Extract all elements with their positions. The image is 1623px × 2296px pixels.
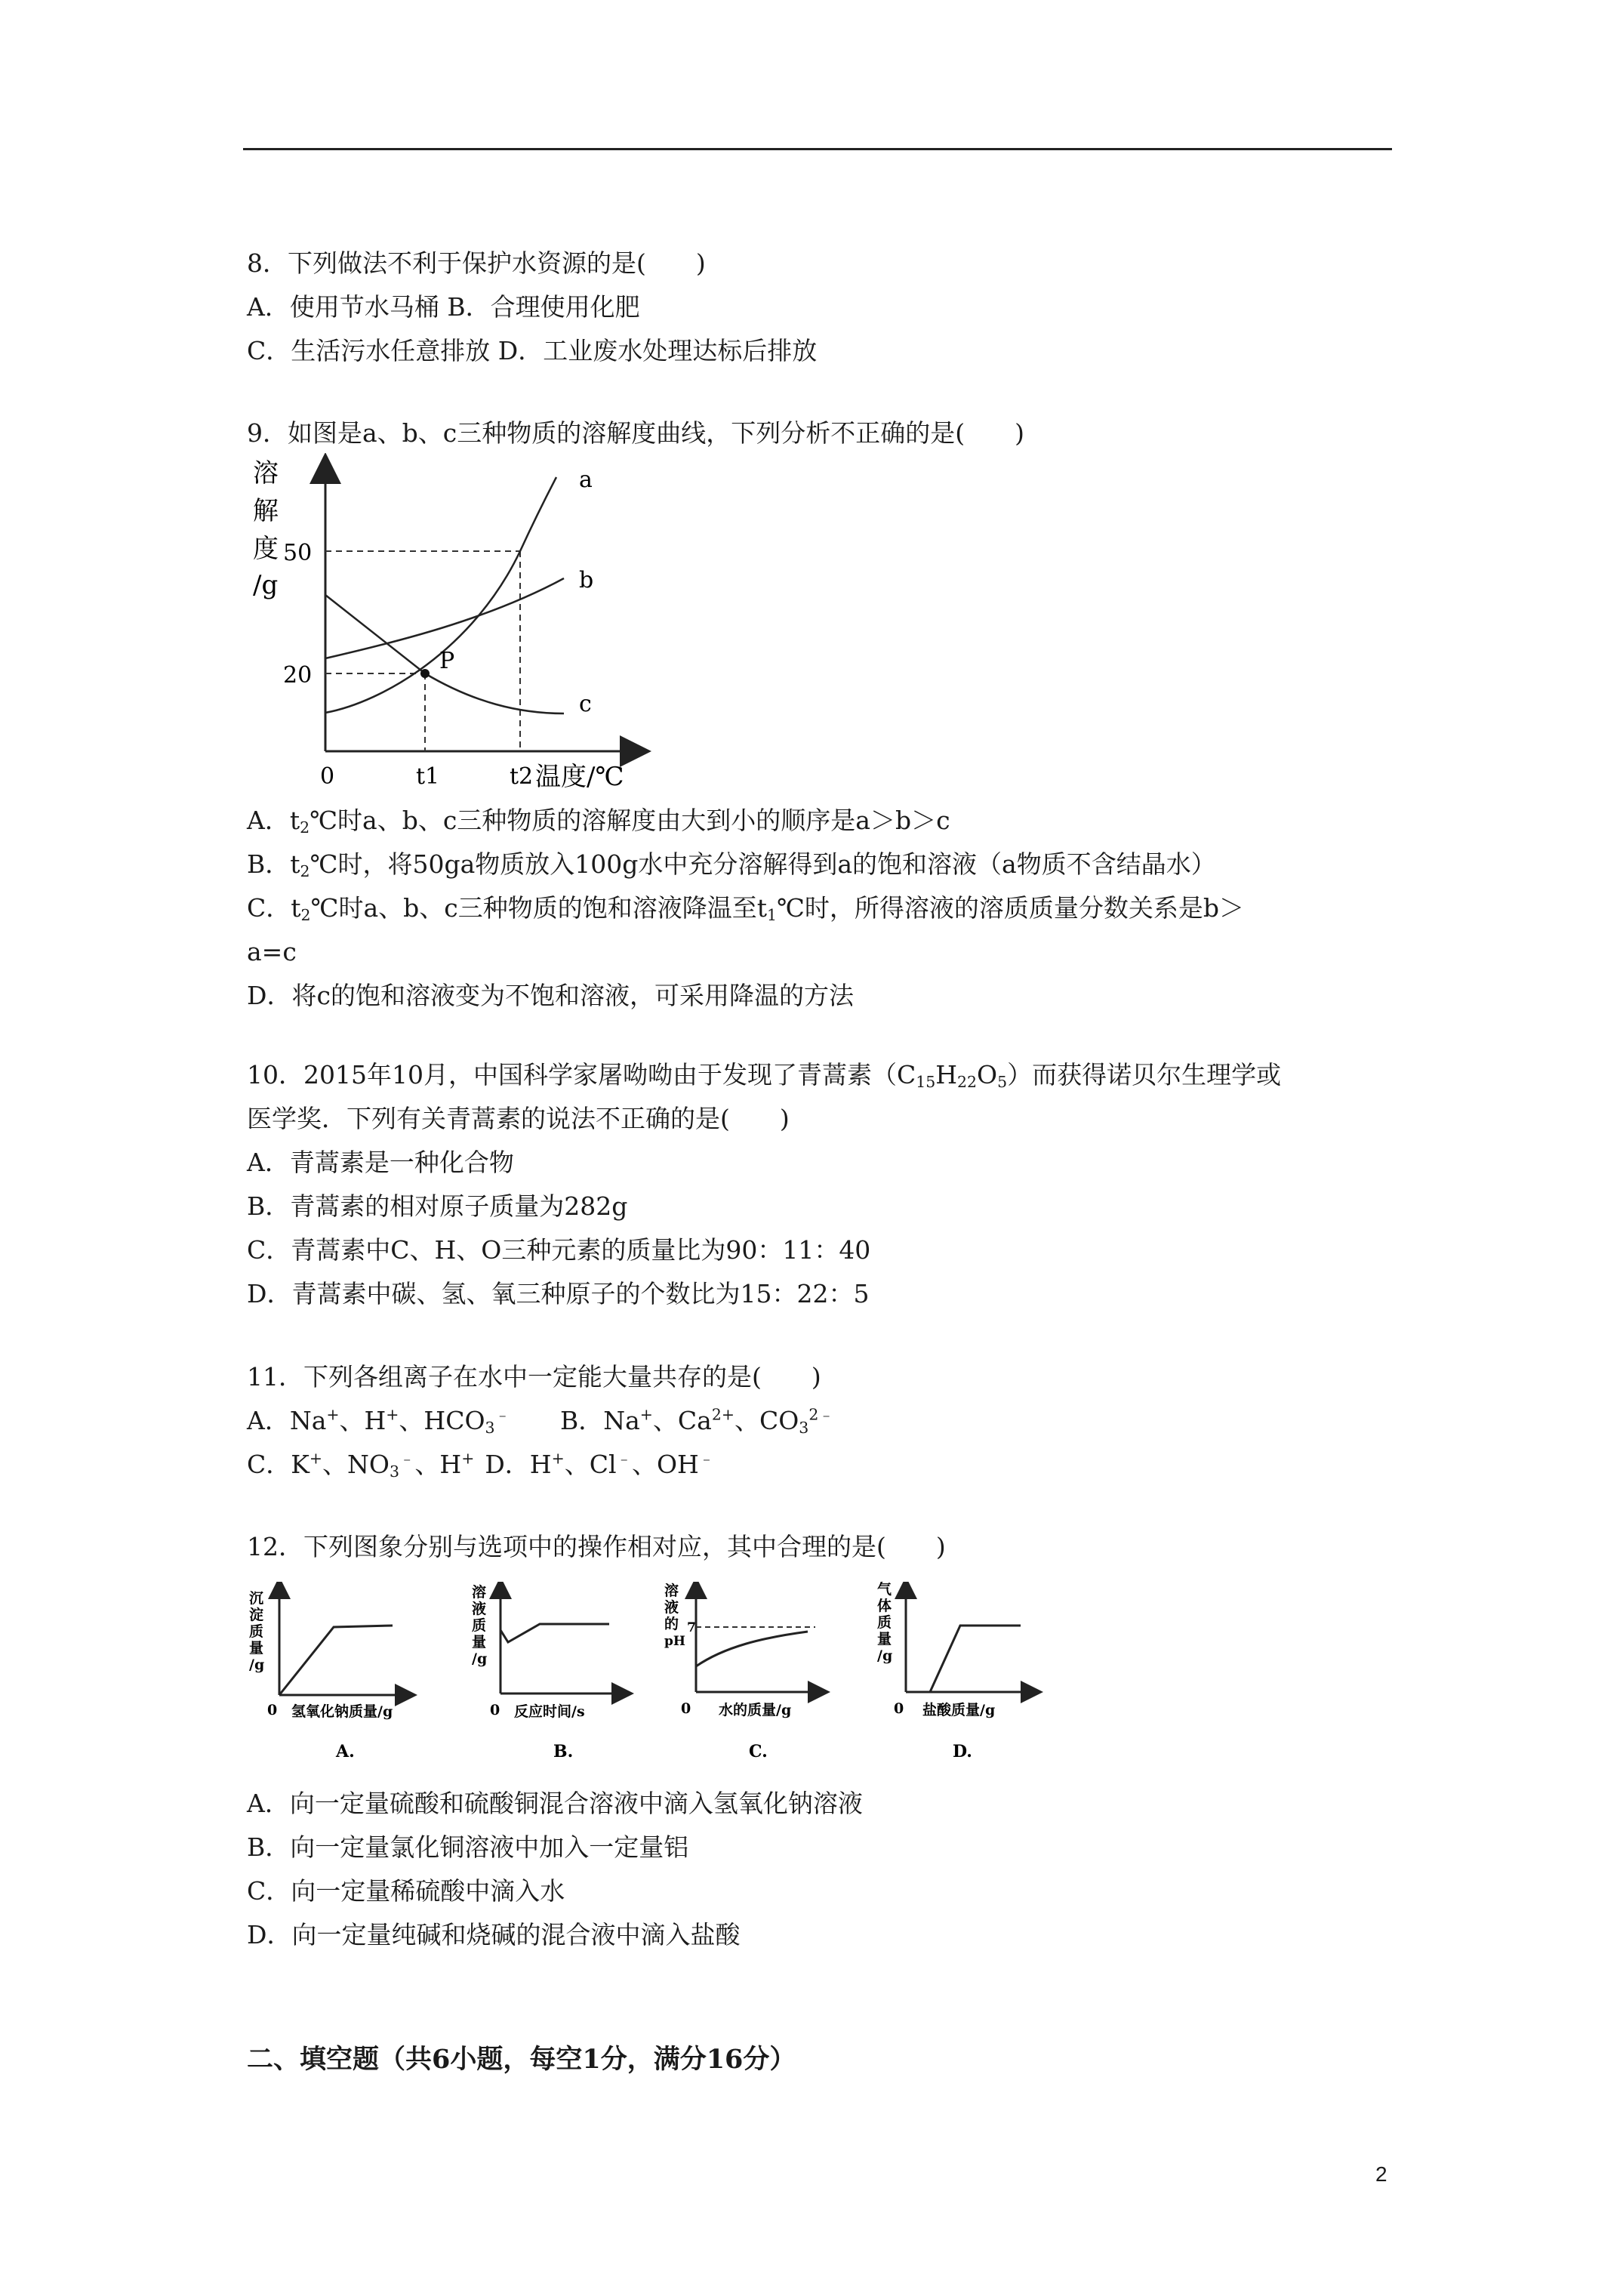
graph-d-caption: D. (953, 1742, 972, 1761)
x-tick-t2: t2 (510, 763, 534, 790)
q12-stem: 12．下列图象分别与选项中的操作相对应，其中合理的是( ) (247, 1532, 946, 1561)
curve-b-label: b (579, 567, 594, 593)
point-p-label: P (439, 648, 455, 674)
y-axis-label-char: /g (253, 570, 279, 600)
graph-a-ylabel: 淀 (249, 1607, 264, 1623)
graph-a-ylabel: 沉 (249, 1590, 264, 1607)
superscript: 2+ (711, 1405, 735, 1424)
graph-d-origin: 0 (894, 1700, 904, 1717)
q8-options-cd: C．生活污水任意排放 D．工业废水处理达标后排放 (247, 336, 818, 365)
graph-a-xlabel: 氢氧化钠质量/g (291, 1703, 393, 1720)
question-8 (247, 242, 1394, 373)
graph-c-ylabel: pH (664, 1634, 685, 1649)
superscript: ﹣ (494, 1405, 510, 1424)
graph-a-caption: A. (336, 1742, 355, 1761)
text: A．Na (247, 1406, 327, 1435)
graph-b-xlabel: 反应时间/s (514, 1703, 585, 1720)
text: ）而获得诺贝尔生理学或 (1007, 1060, 1282, 1089)
y-axis-label-char: 度 (253, 534, 279, 564)
text: B．Na (559, 1406, 640, 1435)
text: 、NO (322, 1450, 390, 1479)
curve-c-label: c (579, 691, 592, 717)
graph-a-ylabel: 质 (249, 1623, 264, 1640)
graph-d-ylabel: /g (877, 1647, 893, 1664)
subscript: 3 (799, 1419, 809, 1438)
header-rule (243, 148, 1392, 150)
graph-b (472, 1583, 623, 1761)
q11-options-cd (247, 1443, 1394, 1487)
text: 10．2015年10月，中国科学家屠呦呦由于发现了青蒿素（C (247, 1060, 916, 1089)
superscript: + (386, 1405, 399, 1424)
text: 、H (414, 1450, 462, 1479)
text: ℃时a、b、c三种物质的溶解度由大到小的顺序是a＞b＞c (310, 806, 950, 835)
superscript: + (326, 1405, 340, 1424)
graph-d-line (906, 1626, 1021, 1692)
graph-d-ylabel: 质 (877, 1614, 892, 1631)
graph-b-ylabel: 液 (472, 1601, 487, 1617)
subscript: 22 (957, 1073, 978, 1092)
q12-graphs (249, 1582, 1064, 1778)
q9-option-c-continued: a=c (247, 937, 297, 966)
q9-option-c (247, 886, 1394, 930)
graph-a (249, 1588, 406, 1761)
text: 、Ca (652, 1406, 712, 1435)
intersection-point-p (420, 669, 430, 678)
text: B．t (247, 849, 300, 879)
subscript: 3 (485, 1419, 495, 1438)
graph-c-ph7-mark: 7 (687, 1620, 696, 1635)
q11-stem: 11．下列各组离子在水中一定能大量共存的是( ) (247, 1362, 821, 1391)
subscript: 15 (916, 1073, 936, 1092)
subscript: 2 (300, 818, 310, 837)
q12-option-a: A．向一定量硫酸和硫酸铜混合溶液中滴入氢氧化钠溶液 (247, 1789, 863, 1818)
superscript: + (461, 1449, 475, 1468)
subscript: 5 (997, 1073, 1008, 1092)
graph-b-ylabel: 量 (472, 1634, 487, 1650)
graph-b-line (500, 1624, 609, 1642)
graph-c-caption: C. (749, 1742, 768, 1761)
graph-c-ylabel: 的 (664, 1616, 679, 1632)
graph-b-caption: B. (553, 1742, 574, 1761)
section-title: 二、填空题（共6小题，每空1分，满分16分） (247, 2044, 796, 2075)
superscript: + (639, 1405, 653, 1424)
text: ℃时，将50ga物质放入100g水中充分溶解得到a的饱和溶液（a物质不含结晶水） (310, 849, 1216, 879)
q12-option-d: D．向一定量纯碱和烧碱的混合液中滴入盐酸 (247, 1920, 741, 1949)
graph-d-xlabel: 盐酸质量/g (922, 1702, 996, 1718)
graph-c-line (696, 1632, 808, 1666)
graph-c-ylabel: 液 (664, 1599, 679, 1616)
solubility-curve-figure (247, 453, 654, 800)
q10-option-a: A．青蒿素是一种化合物 (247, 1148, 514, 1177)
q9-option-d: D．将c的饱和溶液变为不饱和溶液，可采用降温的方法 (247, 981, 854, 1010)
curve-a-label: a (579, 467, 593, 493)
q12-option-c: C．向一定量稀硫酸中滴入水 (247, 1876, 565, 1906)
text: H (935, 1060, 958, 1089)
y-tick-50: 50 (283, 540, 313, 566)
graph-c (664, 1582, 819, 1761)
graph-a-ylabel: /g (249, 1657, 265, 1673)
q9-option-a (247, 799, 1394, 843)
y-axis-label-char: 解 (253, 496, 279, 526)
text: A．t (247, 806, 300, 835)
graph-d-ylabel: 量 (877, 1631, 892, 1647)
text: C．K (247, 1450, 310, 1479)
graph-b-ylabel: /g (472, 1650, 488, 1667)
q8-options-ab: A．使用节水马桶 B．合理使用化肥 (247, 292, 640, 322)
subscript: 2 (300, 862, 310, 881)
graph-b-origin: 0 (490, 1702, 500, 1718)
x-axis-label: 温度/℃ (535, 762, 624, 792)
question-11 (247, 1355, 1394, 1487)
q10-option-b: B．青蒿素的相对原子质量为282g (247, 1191, 628, 1221)
page-number: 2 (1375, 2162, 1387, 2186)
superscript: + (551, 1449, 565, 1468)
subscript: 2 (300, 906, 311, 925)
graph-d-ylabel: 气 (877, 1582, 892, 1598)
question-9-options (247, 799, 1394, 1018)
x-tick-t1: t1 (416, 763, 440, 790)
curve-a (325, 477, 556, 713)
graph-d (877, 1582, 1032, 1761)
y-tick-20: 20 (283, 662, 313, 689)
superscript: + (309, 1449, 323, 1468)
text: C．t (247, 893, 301, 923)
text: 、Cl (564, 1450, 617, 1479)
graph-c-origin: 0 (681, 1700, 691, 1717)
q10-stem-line2: 医学奖．下列有关青蒿素的说法不正确的是( ) (247, 1104, 790, 1133)
q9-option-b (247, 843, 1394, 886)
subscript: 3 (389, 1462, 399, 1481)
superscript: ﹣ (616, 1449, 632, 1468)
question-9 (247, 411, 1394, 455)
q10-option-d: D．青蒿素中碳、氢、氧三种原子的个数比为15：22：5 (247, 1279, 870, 1308)
graph-d-ylabel: 体 (877, 1598, 892, 1614)
text: D．H (485, 1450, 552, 1479)
q10-option-c: C．青蒿素中C、H、O三种元素的质量比为90：11：40 (247, 1235, 871, 1265)
q8-stem: 8．下列做法不利于保护水资源的是( ) (247, 248, 706, 278)
q9-stem: 9．如图是a、b、c三种物质的溶解度曲线，下列分析不正确的是( ) (247, 418, 1025, 448)
text: O (977, 1060, 998, 1089)
graph-c-xlabel: 水的质量/g (719, 1702, 792, 1718)
q11-options-ab (247, 1399, 1394, 1443)
text: 、OH (631, 1450, 699, 1479)
graph-a-origin: 0 (267, 1702, 278, 1718)
curve-b (325, 578, 564, 658)
text: 、CO (734, 1406, 799, 1435)
q10-stem-line1 (247, 1053, 1394, 1097)
graph-a-line (279, 1626, 393, 1695)
text: ℃时，所得溶液的溶质质量分数关系是b＞ (777, 893, 1245, 923)
graph-b-ylabel: 质 (472, 1617, 487, 1634)
graph-c-ylabel: 溶 (664, 1583, 679, 1599)
subscript: 1 (767, 906, 778, 925)
question-12-options (247, 1782, 1394, 1957)
text: 、HCO (399, 1406, 485, 1435)
text: 、H (339, 1406, 387, 1435)
graph-a-ylabel: 量 (249, 1640, 264, 1657)
superscript: ﹣ (399, 1449, 415, 1468)
superscript: ﹣ (698, 1449, 715, 1468)
x-tick-0: 0 (320, 763, 335, 790)
y-axis-label-char: 溶 (253, 458, 279, 488)
q12-option-b: B．向一定量氯化铜溶液中加入一定量铝 (247, 1832, 689, 1862)
question-12 (247, 1525, 1394, 1569)
text: ℃时a、b、c三种物质的饱和溶液降温至t (310, 893, 767, 923)
graph-b-ylabel: 溶 (472, 1584, 487, 1601)
superscript: 2﹣ (808, 1405, 834, 1424)
question-10 (247, 1053, 1394, 1316)
